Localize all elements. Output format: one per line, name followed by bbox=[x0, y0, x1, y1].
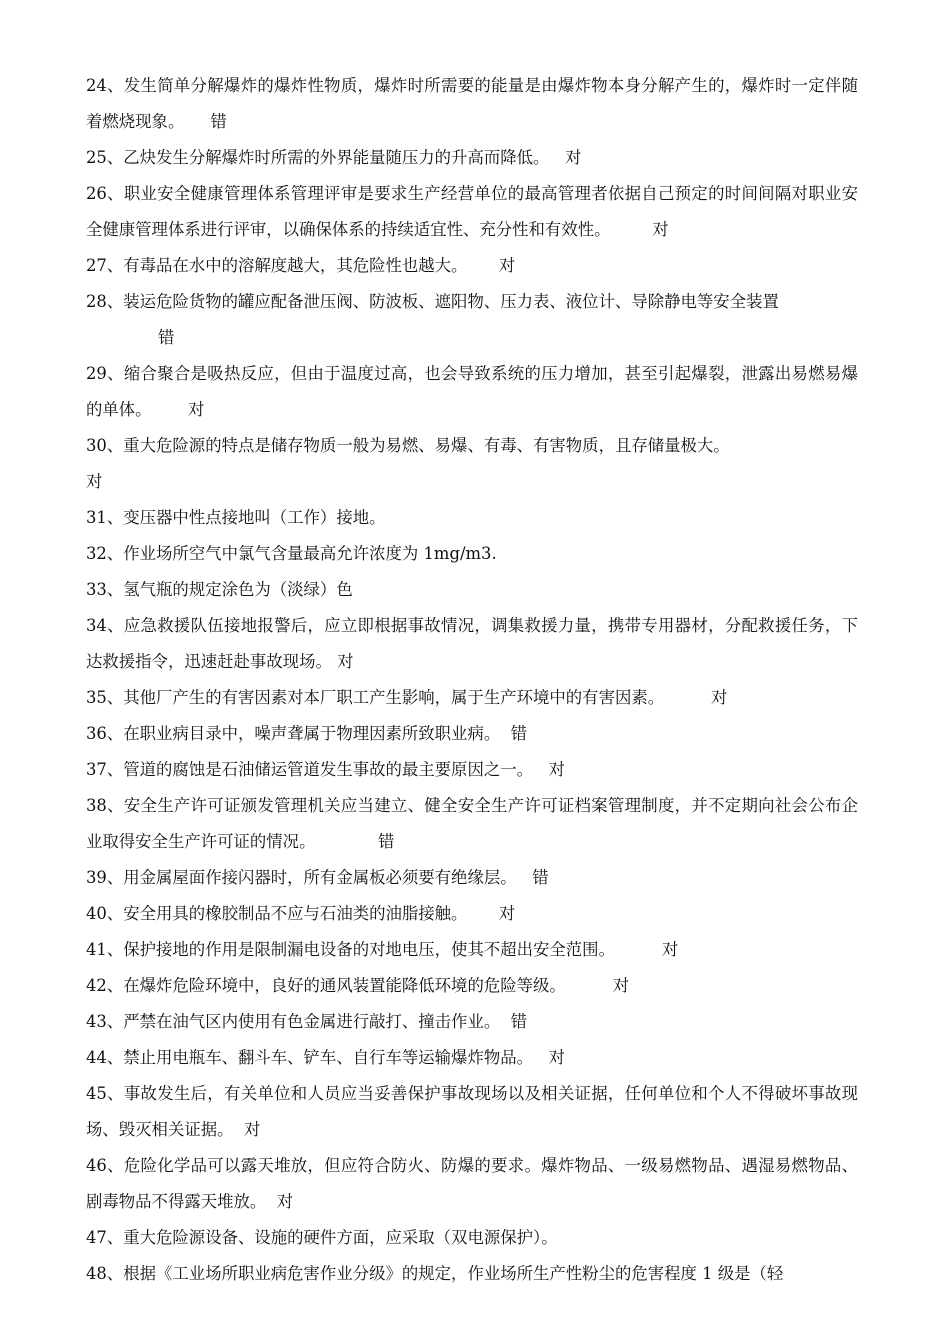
question-44: 44、禁止用电瓶车、翻斗车、铲车、自行车等运输爆炸物品。 对 bbox=[86, 1048, 566, 1067]
answer-29: 对 bbox=[188, 400, 205, 419]
answer-38: 错 bbox=[378, 832, 395, 851]
question-39: 39、用金属屋面作接闪器时，所有金属板必须要有绝缘层。 错 bbox=[86, 868, 549, 887]
answer-26: 对 bbox=[652, 220, 669, 239]
answer-35: 对 bbox=[711, 688, 728, 707]
question-26: 26、职业安全健康管理体系管理评审是要求生产经营单位的最高管理者依据自己预定的时间间隔对职业安全健康管理体系进行评审，以确保体系的持续适宜性、充分性和有效性。 对 bbox=[86, 184, 858, 239]
answer-25: 对 bbox=[565, 148, 582, 167]
question-37: 37、管道的腐蚀是石油储运管道发生事故的最主要原因之一。 对 bbox=[86, 760, 566, 779]
answer-41: 对 bbox=[661, 940, 679, 959]
answer-27: 对 bbox=[498, 256, 516, 275]
question-30: 30、重大危险源的特点是储存物质一般为易燃、易爆、有毒、有害物质，且存储量极大。 对 bbox=[86, 436, 730, 491]
question-35: 35、其他厂产生的有害因素对本厂职工产生影响，属于生产环境中的有害因素。 对 bbox=[86, 688, 728, 707]
answer-28: 错 bbox=[158, 328, 175, 347]
answer-42: 对 bbox=[612, 976, 630, 995]
question-29: 29、缩合聚合是吸热反应，但由于温度过高，也会导致系统的压力增加，甚至引起爆裂，泄露出易燃易爆的单体。 对 bbox=[86, 364, 858, 419]
document-page bbox=[86, 68, 858, 1292]
question-46: 46、危险化学品可以露天堆放，但应符合防火、防爆的要求。爆炸物品、一级易燃物品、遇湿易燃物品、剧毒物品不得露天堆放。 对 bbox=[86, 1156, 858, 1211]
answer-45: 对 bbox=[243, 1120, 261, 1139]
question-41: 41、保护接地的作用是限制漏电设备的对地电压，使其不超出安全范围。 对 bbox=[86, 940, 679, 959]
question-27: 27、有毒品在水中的溶解度越大，其危险性也越大。 对 bbox=[86, 256, 516, 275]
question-38: 38、安全生产许可证颁发管理机关应当建立、健全安全生产许可证档案管理制度，并不定期向社会公布企业取得安全生产许可证的情况。 错 bbox=[86, 796, 858, 851]
answer-37: 对 bbox=[548, 760, 566, 779]
answer-43: 错 bbox=[510, 1012, 528, 1031]
answer-30: 对 bbox=[86, 472, 103, 491]
answer-44: 对 bbox=[548, 1048, 566, 1067]
question-42: 42、在爆炸危险环境中，良好的通风装置能降低环境的危险等级。 对 bbox=[86, 976, 630, 995]
question-40: 40、安全用具的橡胶制品不应与石油类的油脂接触。 对 bbox=[86, 904, 516, 923]
question-45: 45、事故发生后，有关单位和人员应当妥善保护事故现场以及相关证据，任何单位和个人不得破坏事故现场、毁灭相关证据。 对 bbox=[86, 1084, 858, 1139]
question-31: 31、变压器中性点接地叫（工作）接地。 bbox=[86, 508, 386, 527]
answer-39: 错 bbox=[532, 868, 549, 887]
question-48: 48、根据《工业场所职业病危害作业分级》的规定，作业场所生产性粉尘的危害程度 1 级是（轻 bbox=[86, 1264, 784, 1283]
answer-36: 错 bbox=[510, 724, 528, 743]
question-32: 32、作业场所空气中氯气含量最高允许浓度为 1mg/m3. bbox=[86, 544, 497, 563]
answer-46: 对 bbox=[276, 1192, 294, 1211]
question-47: 47、重大危险源设备、设施的硬件方面，应采取（双电源保护）。 bbox=[86, 1228, 558, 1247]
question-25: 25、乙炔发生分解爆炸时所需的外界能量随压力的升高而降低。 对 bbox=[86, 148, 582, 167]
question-28: 28、装运危险货物的罐应配备泄压阀、防波板、遮阳物、压力表、液位计、导除静电等安全装置 错 bbox=[86, 284, 858, 356]
answer-34: 对 bbox=[337, 652, 354, 671]
answer-40: 对 bbox=[498, 904, 516, 923]
question-24: 24、发生简单分解爆炸的爆炸性物质，爆炸时所需要的能量是由爆炸物本身分解产生的，爆炸时一定伴随着燃烧现象。 错 bbox=[86, 76, 858, 131]
question-34: 34、应急救援队伍接地报警后，应立即根据事故情况，调集救援力量，携带专用器材，分配救援任务，下达救援指令，迅速赶赴事故现场。 对 bbox=[86, 616, 858, 671]
question-36: 36、在职业病目录中，噪声聋属于物理因素所致职业病。 错 bbox=[86, 724, 528, 743]
question-43: 43、严禁在油气区内使用有色金属进行敲打、撞击作业。 错 bbox=[86, 1012, 528, 1031]
answer-24: 错 bbox=[210, 112, 227, 131]
question-33: 33、氢气瓶的规定涂色为（淡绿）色 bbox=[86, 580, 353, 599]
